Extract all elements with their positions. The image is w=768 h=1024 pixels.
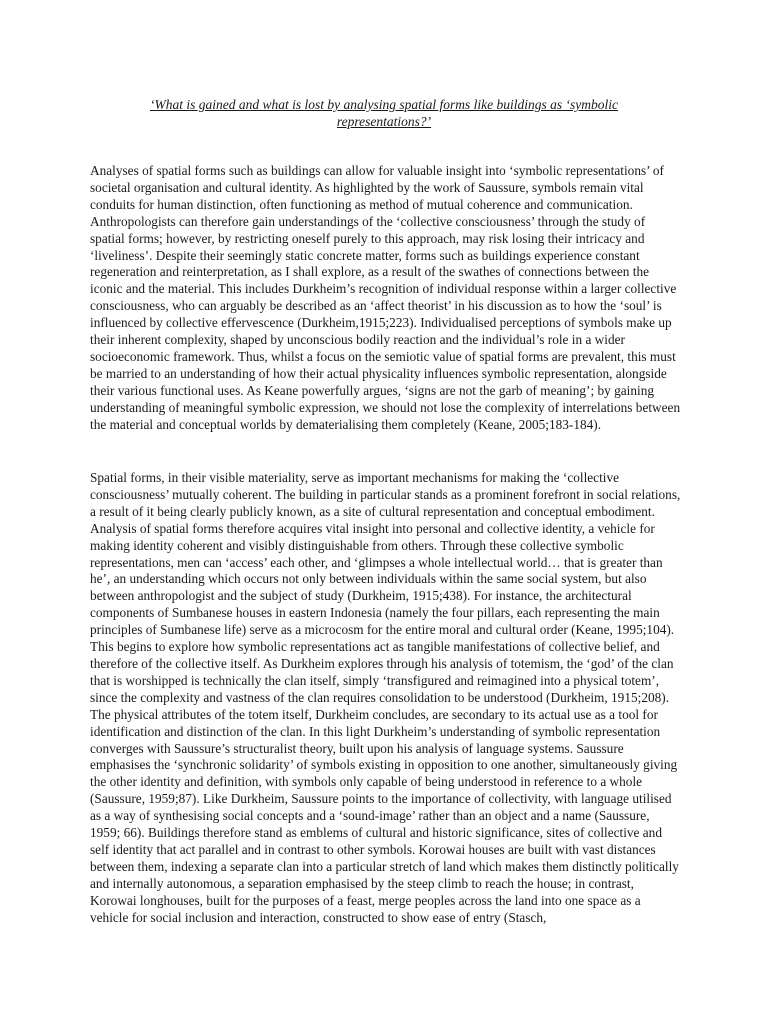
paragraph-1: Analyses of spatial forms such as buildings can allow for valuable insight into ‘symbolic representations’ of societal organisation and cultural identity. As highlighted by the work of Saussure, symbols remain vital conduits for human distinction, often functioning as method of mutual coherence and communication. Anthropologists can therefore gain understandings of the ‘collective consciousness’ through the study of spatial forms; however, by restricting oneself purely to this approach, may risk losing their intricacy and ‘liveliness’. Despite their seemingly static concrete matter, forms such as buildings experience constant regeneration and reinterpretation, as I shall explore, as a result of the swathes of connections between the iconic and the material. This includes Durkheim’s recognition of individual response within a larger collective consciousness, who can arguably be described as an ‘affect theorist’ in his discussion as to how the ‘soul’ is influenced by collective effervescence (Durkheim,1915;223). Individualised perceptions of symbols make up their inherent complexity, shaped by unconscious bodily reaction and the individual’s role in a wider socioeconomic framework. Thus, whilst a focus on the semiotic value of spatial forms are prevalent, this must be married to an understanding of how their actual physicality influences symbolic representation, alongside their various functional uses. As Keane powerfully argues, ‘signs are not the garb of meaning’; by gaining understanding of meaningful symbolic expression, we should not lose the complexity of interrelations between the material and conceptual worlds by dematerialising them completely (Keane, 2005;183-184). [90,163,681,432]
essay-title: ‘What is gained and what is lost by analysing spatial forms like buildings as ‘symbolic representations?’ [150,97,618,129]
paragraph-2: Spatial forms, in their visible materiality, serve as important mechanisms for making the ‘collective consciousness’ mutually coherent. The building in particular stands as a prominent forefront in social relations, a result of it being clearly publicly known, as a site of cultural representation and conceptual embodiment. Analysis of spatial forms therefore acquires vital insight into personal and collective identity, a vehicle for making identity coherent and visibly distinguishable from others. Through these collective symbolic representations, men can ‘access’ each other, and ‘glimpses a whole intellectual world… that is greater than he’, an understanding which occurs not only between individuals within the same social system, but also between anthropologist and the subject of study (Durkheim, 1915;438). For instance, the architectural components of Sumbanese houses in eastern Indonesia (namely the four pillars, each representing the main principles of Sumbanese life) serve as a microcosm for the entire moral and cultural order (Keane, 1995;104). This begins to explore how symbolic representations act as tangible manifestations of collective belief, and therefore of the collective itself. As Durkheim explores through his analysis of totemism, the ‘god’ of the clan that is worshipped is technically the clan itself, simply ‘transfigured and reimagined into a physical totem’, since the complexity and vastness of the clan requires consolidation to be understood (Durkheim, 1915;208). The physical attributes of the totem itself, Durkheim concludes, are secondary to its actual use as a tool for identification and distinction of the clan. In this light Durkheim’s understanding of symbolic representation converges with Saussure’s structuralist theory, built upon his analysis of language systems. Saussure emphasises the ‘synchronic solidarity’ of symbols existing in opposition to one another, simultaneously giving the other identity and definition, with symbols only capable of being understood in reference to a whole (Saussure, 1959;87). Like Durkheim, Saussure points to the importance of collectivity, with language utilised as a way of synthesising social concepts and a ‘sound-image’ rather than an object and a name (Saussure, 1959; 66). Buildings therefore stand as emblems of cultural and historic significance, sites of collective and self identity that act parallel and in contrast to other symbols. Korowai houses are built with vast distances between them, indexing a separate clan into a particular stretch of land which makes them distinctly politically and internally autonomous, a separation emphasised by the steep climb to reach the house; in contrast, Korowai longhouses, built for the purposes of a feast, merge peoples across the land into one space as a vehicle for social inclusion and interaction, constructed to show ease of entry (Stasch, [90,470,681,925]
